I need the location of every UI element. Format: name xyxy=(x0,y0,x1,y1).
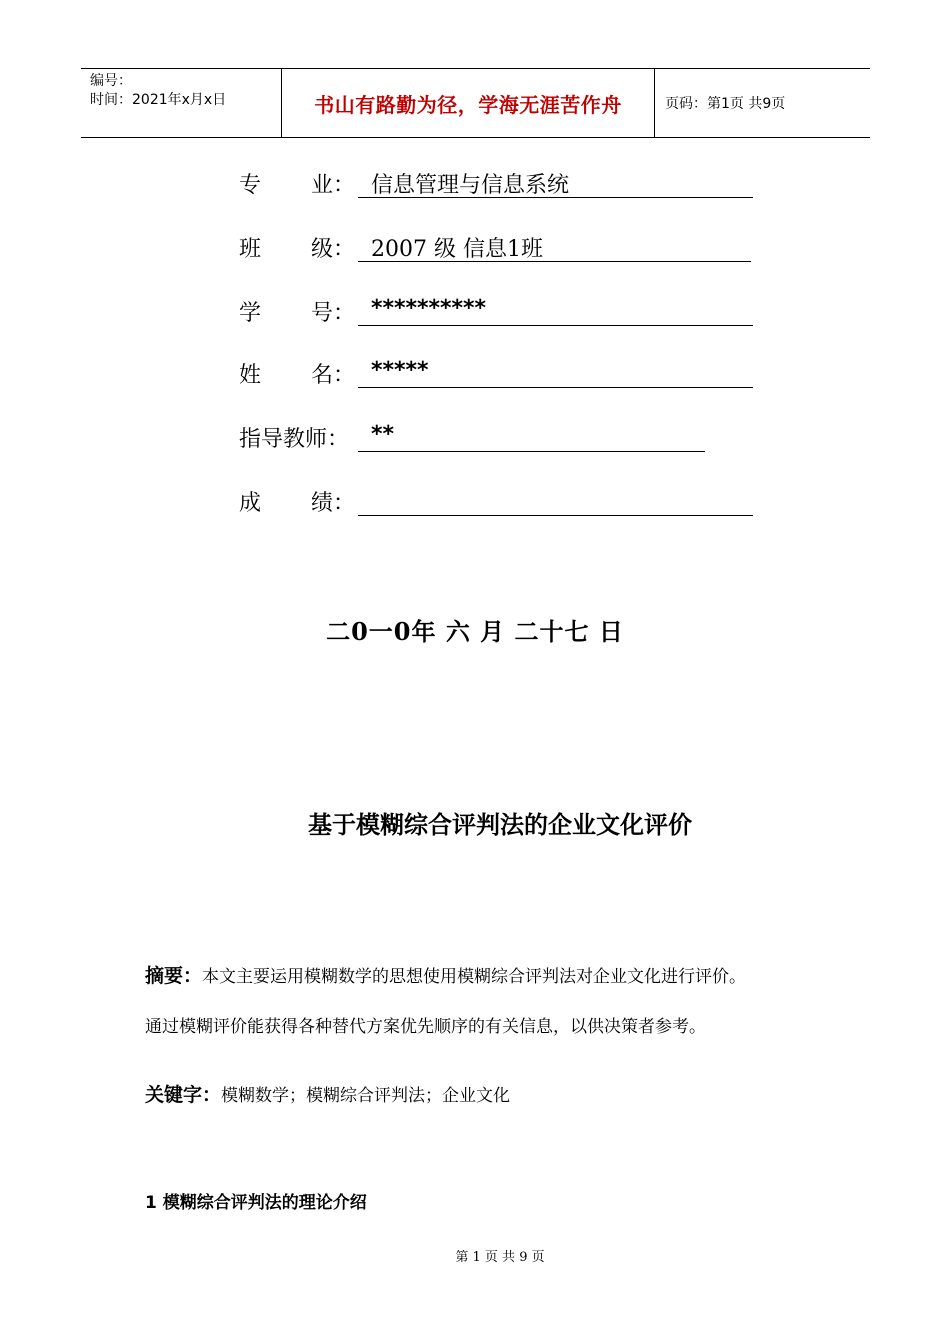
class-label-b: 级： xyxy=(311,237,356,262)
class-value: 2007 级 信息1班 xyxy=(358,232,751,262)
abstract-label: 摘要： xyxy=(145,965,203,987)
submission-date: 二0一0年 六 月 二十七 日 xyxy=(326,617,624,646)
class-label-a: 班 xyxy=(239,237,262,262)
keywords-label: 关键字： xyxy=(145,1084,222,1106)
header-page-info: 页码：第1页 共9页 xyxy=(665,96,786,112)
name-label-a: 姓 xyxy=(239,363,262,388)
header-slogan-cell xyxy=(281,69,655,137)
time-label: 时间：2021年x月x日 xyxy=(90,92,227,108)
advisor-label: 指导教师： xyxy=(239,427,350,452)
header-meta xyxy=(81,69,281,137)
grade-label-a: 成 xyxy=(239,491,262,516)
name-label-b: 名： xyxy=(311,363,356,388)
name-value: ***** xyxy=(358,358,753,388)
student-id-label-b: 号： xyxy=(311,301,356,326)
keywords-text: 模糊数学；模糊综合评判法；企业文化 xyxy=(221,1086,511,1106)
abstract-line-2: 通过模糊评价能获得各种替代方案优先顺序的有关信息，以供决策者参考。 xyxy=(145,1017,706,1037)
header-table xyxy=(81,68,870,138)
advisor-value: ** xyxy=(358,422,705,452)
keywords-line xyxy=(145,1080,510,1107)
major-value: 信息管理与信息系统 xyxy=(358,168,753,198)
grade-label-b: 绩： xyxy=(311,491,356,516)
paper-title: 基于模糊综合评判法的企业文化评价 xyxy=(308,811,692,839)
abstract-line-1 xyxy=(145,961,746,988)
major-label-b: 业： xyxy=(311,173,356,198)
major-label-a: 专 xyxy=(239,173,262,198)
student-id-label-a: 学 xyxy=(239,301,262,326)
page-footer: 第 1 页 共 9 页 xyxy=(455,1250,545,1265)
section-heading-1: 1 模糊综合评判法的理论介绍 xyxy=(145,1193,367,1213)
grade-value xyxy=(358,486,753,516)
student-id-value: ********** xyxy=(358,296,753,326)
abstract-text-1: 本文主要运用模糊数学的思想使用模糊综合评判法对企业文化进行评价。 xyxy=(202,967,747,987)
slogan: 书山有路勤为径，学海无涯苦作舟 xyxy=(314,92,622,117)
number-label: 编号： xyxy=(90,73,132,89)
